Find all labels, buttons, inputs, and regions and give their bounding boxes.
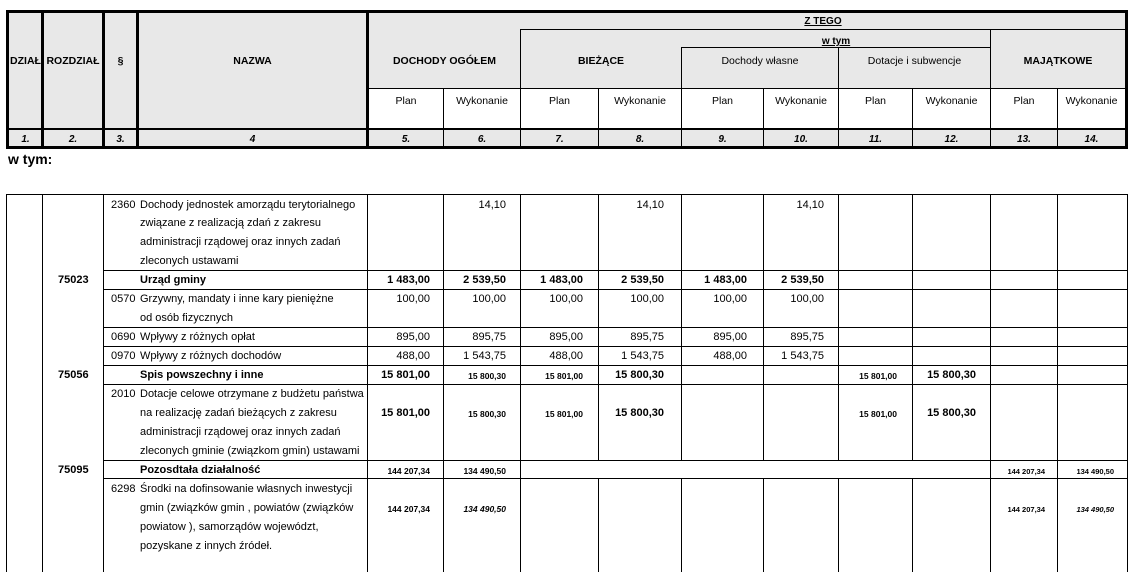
name-line: pozyskane z innych źródeł. — [140, 540, 273, 552]
paragraf-0690: 0690 — [111, 331, 136, 343]
cell-c5: 144 207,34 — [387, 504, 430, 514]
cell-c5: 488,00 — [396, 350, 430, 362]
cell-c8: 895,75 — [630, 331, 664, 343]
cell-c8: 100,00 — [630, 293, 664, 305]
paragraf-6298: 6298 — [111, 483, 136, 495]
header-plan-9: Plan — [711, 95, 733, 107]
cell-c6: 15 800,30 — [468, 371, 506, 381]
cell-c5: 100,00 — [396, 293, 430, 305]
name: Wpływy z różnych opłat — [140, 331, 255, 343]
cell-c6: 100,00 — [472, 293, 506, 305]
header-wykonanie-14: Wykonanie — [1065, 95, 1118, 107]
col-number-7: 7. — [555, 134, 564, 145]
rozdzial-75056: 75056 — [58, 369, 89, 381]
header-wykonanie-10: Wykonanie — [775, 95, 827, 107]
cell-c10: 895,75 — [790, 331, 824, 343]
col-number-11: 11. — [868, 134, 883, 145]
cell-c5: 895,00 — [396, 331, 430, 343]
name-line: Dotacje celowe otrzymane z budżetu państwa — [140, 388, 364, 400]
cell-c8: 2 539,50 — [621, 274, 664, 286]
name-line: zleconych gminie (związkom gmin) ustawami — [140, 445, 360, 457]
cell-c10: 14,10 — [796, 199, 824, 211]
cell-c5: 1 483,00 — [387, 274, 430, 286]
row-75095-merged-area — [521, 461, 990, 478]
cell-c10: 2 539,50 — [781, 274, 824, 286]
col-number-1: 1. — [21, 134, 30, 145]
cell-c11: 15 801,00 — [859, 371, 897, 381]
col-number-12: 12. — [944, 134, 959, 145]
cell-c10: 100,00 — [790, 293, 824, 305]
cell-c12: 15 800,30 — [927, 369, 976, 381]
cell-c6: 14,10 — [478, 199, 506, 211]
cell-c8: 15 800,30 — [615, 369, 664, 381]
cell-c6: 134 490,50 — [463, 504, 506, 514]
name: Spis powszechny i inne — [140, 369, 264, 381]
cell-c5: 15 801,00 — [381, 369, 430, 381]
header-plan-13: Plan — [1013, 95, 1035, 107]
header-plan-11: Plan — [864, 95, 886, 107]
paragraf-0970: 0970 — [111, 350, 136, 362]
name-line: administracji rządowej oraz innych zadań — [140, 426, 341, 438]
name: Pozosdtała działalność — [140, 464, 261, 476]
header-nazwa: NAZWA — [233, 55, 272, 67]
section-label: w tym: — [8, 151, 53, 167]
header-wykonanie-8: Wykonanie — [614, 95, 666, 107]
header-dotacje: Dotacje i subwencje — [867, 55, 962, 67]
cell-c7: 15 801,00 — [545, 371, 583, 381]
col-number-10: 10. — [794, 134, 808, 145]
cell-c10: 1 543,75 — [781, 350, 824, 362]
name-line: na realizację zadań bieżących z zakresu — [140, 407, 337, 419]
header-biezace: BIEŻĄCE — [577, 55, 625, 67]
name-line: gmin (związków gmin , powiatów (związków — [140, 502, 354, 514]
cell-c7: 895,00 — [549, 331, 583, 343]
cell-c5: 15 801,00 — [381, 407, 430, 419]
cell-c9: 488,00 — [713, 350, 747, 362]
name-line: od osób fizycznych — [140, 312, 233, 324]
cell-c6: 2 539,50 — [463, 274, 506, 286]
cell-c6: 1 543,75 — [463, 350, 506, 362]
header-wykonanie-12: Wykonanie — [925, 95, 978, 107]
name-line: powiatow ), samorządów województ, — [140, 521, 319, 533]
col-number-3: 3. — [116, 134, 125, 145]
cell-c6: 15 800,30 — [468, 409, 506, 419]
col-number-5: 5. — [401, 134, 411, 145]
header-paragraf: § — [117, 55, 124, 67]
header-majatkowe: MAJĄTKOWE — [1023, 55, 1093, 67]
name-line: związane z realizacją zdań z zakresu — [140, 217, 321, 229]
cell-c14: 134 490,50 — [1076, 505, 1114, 514]
cell-c9: 1 483,00 — [704, 274, 747, 286]
cell-c7: 488,00 — [549, 350, 583, 362]
header-plan-7: Plan — [548, 95, 570, 107]
cell-c8: 14,10 — [636, 199, 664, 211]
cell-c7: 15 801,00 — [545, 409, 583, 419]
name-line: Środki na dofinsowanie własnych inwestycji — [140, 483, 353, 495]
cell-c11: 15 801,00 — [859, 409, 897, 419]
header-z-tego: Z TEGO — [804, 16, 842, 27]
rozdzial-75095: 75095 — [58, 464, 89, 476]
name: Wpływy z różnych dochodów — [140, 350, 282, 362]
cell-c6: 134 490,50 — [463, 466, 506, 476]
header-wykonanie-6: Wykonanie — [456, 95, 508, 107]
col-number-6: 6. — [477, 134, 487, 145]
header-rozdzial: ROZDZIAŁ — [46, 55, 100, 67]
cell-c13: 144 207,34 — [1007, 467, 1045, 476]
rozdzial-75023: 75023 — [58, 274, 89, 286]
cell-c6: 895,75 — [472, 331, 506, 343]
cell-c7: 1 483,00 — [540, 274, 583, 286]
name-line: administracji rządowej oraz innych zadań — [140, 236, 341, 248]
cell-c7: 100,00 — [549, 293, 583, 305]
cell-c8: 15 800,30 — [615, 407, 664, 419]
col-number-14: 14. — [1084, 134, 1099, 145]
name-line: zleconych ustawami — [140, 255, 239, 267]
header-plan-row-background — [368, 88, 1128, 128]
header-plan-5: Plan — [395, 95, 417, 107]
header-dzial: DZIAŁ — [10, 55, 41, 67]
col-number-8: 8. — [635, 134, 645, 145]
header-dochody-wlasne: Dochody własne — [721, 55, 799, 67]
cell-c13: 144 207,34 — [1007, 505, 1045, 514]
paragraf-0570: 0570 — [111, 293, 136, 305]
paragraf-2010: 2010 — [111, 388, 136, 400]
name: Urząd gminy — [140, 274, 207, 286]
name-line: Dochody jednostek amorządu terytorialnego — [140, 199, 356, 211]
cell-c5: 144 207,34 — [387, 466, 430, 476]
cell-c8: 1 543,75 — [621, 350, 664, 362]
name-line: Grzywny, mandaty i inne kary pieniężne — [140, 293, 334, 305]
cell-c9: 895,00 — [713, 331, 747, 343]
col-number-13: 13. — [1017, 134, 1031, 145]
col-number-2: 2. — [68, 134, 78, 145]
header-dochody-ogolem: DOCHODY OGÓŁEM — [392, 55, 497, 67]
cell-c12: 15 800,30 — [927, 407, 976, 419]
header-w-tym: w tym — [821, 36, 851, 47]
cell-c9: 100,00 — [713, 293, 747, 305]
paragraf-2360: 2360 — [111, 199, 136, 211]
col-number-4: 4 — [249, 134, 256, 145]
cell-c14: 134 490,50 — [1076, 467, 1114, 476]
col-number-9: 9. — [718, 134, 727, 145]
